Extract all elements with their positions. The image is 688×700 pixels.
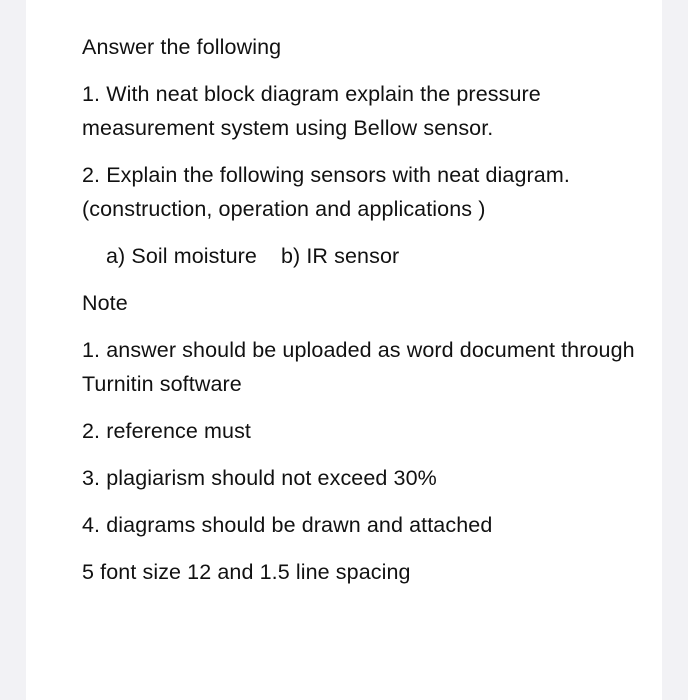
- option-a: a) Soil moisture: [106, 244, 257, 268]
- option-b: b) IR sensor: [280, 244, 400, 268]
- document-page: [26, 0, 662, 700]
- note-4: 4. diagrams should be drawn and attached: [82, 513, 493, 537]
- question-2-options: [82, 239, 642, 273]
- question-2: 2. Explain the following sensors with neat diagram. (construction, operation and applications ): [82, 163, 570, 221]
- note-1: 1. answer should be uploaded as word document through Turnitin software: [82, 338, 635, 396]
- note-2: 2. reference must: [82, 419, 251, 443]
- note-3: 3. plagiarism should not exceed 30%: [82, 466, 437, 490]
- note-heading: Note: [82, 291, 128, 315]
- note-5: 5 font size 12 and 1.5 line spacing: [82, 560, 411, 584]
- question-1: 1. With neat block diagram explain the pressure measurement system using Bellow sensor.: [82, 82, 541, 140]
- document-content: [82, 30, 642, 602]
- heading: Answer the following: [82, 35, 282, 59]
